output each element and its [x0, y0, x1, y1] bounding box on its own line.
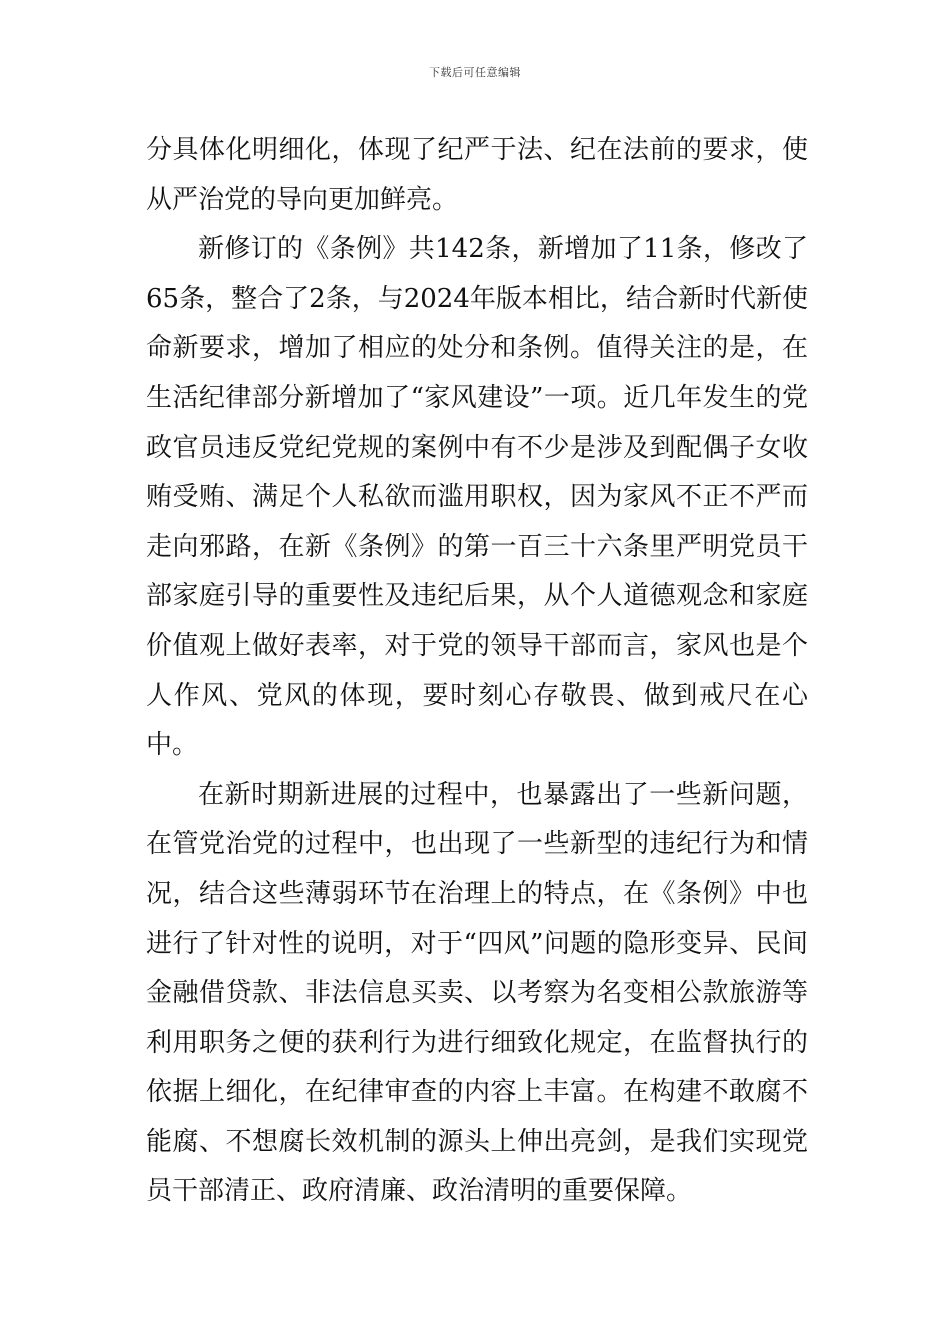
paragraph-new-problems: 在新时期新进展的过程中，也暴露出了一些新问题，在管党治党的过程中，也出现了一些新型的违纪行为和情况，结合这些薄弱环节在治理上的特点，在《条例》中也进行了针对性的说明，对于“四风”问题的隐形变异、民间金融借贷款、非法信息买卖、以考察为名变相公款旅游等利用职务之便的获利行为进行细致化规定，在监督执行的依据上细化，在纪律审查的内容上丰富。在构建不敢腐不能腐、不想腐长效机制的源头上伸出亮剑，是我们实现党员干部清正、政府清廉、政治清明的重要保障。 [146, 779, 808, 1207]
paragraph-continued: 分具体化明细化，体现了纪严于法、纪在法前的要求，使从严治党的导向更加鲜亮。 [146, 135, 808, 215]
paragraph-regulation-revision: 新修订的《条例》共142条，新增加了11条，修改了65条，整合了2条，与2024年版本相比，结合新时代新使命新要求，增加了相应的处分和条例。值得关注的是，在生活纪律部分新增加了“家风建设”一项。近几年发生的党政官员违反党纪党规的案例中有不少是涉及到配偶子女收贿受贿、满足个人私欲而滥用职权，因为家风不正不严而走向邪路，在新《条例》的第一百三十六条里严明党员干部家庭引导的重要性及违纪后果，从个人道德观念和家庭价值观上做好表率，对于党的领导干部而言，家风也是个人作风、党风的体现，要时刻心存敬畏、做到戒尺在心中。 [146, 234, 808, 761]
document-body [146, 126, 808, 1217]
page-header: 下载后可任意编辑 [429, 66, 521, 79]
